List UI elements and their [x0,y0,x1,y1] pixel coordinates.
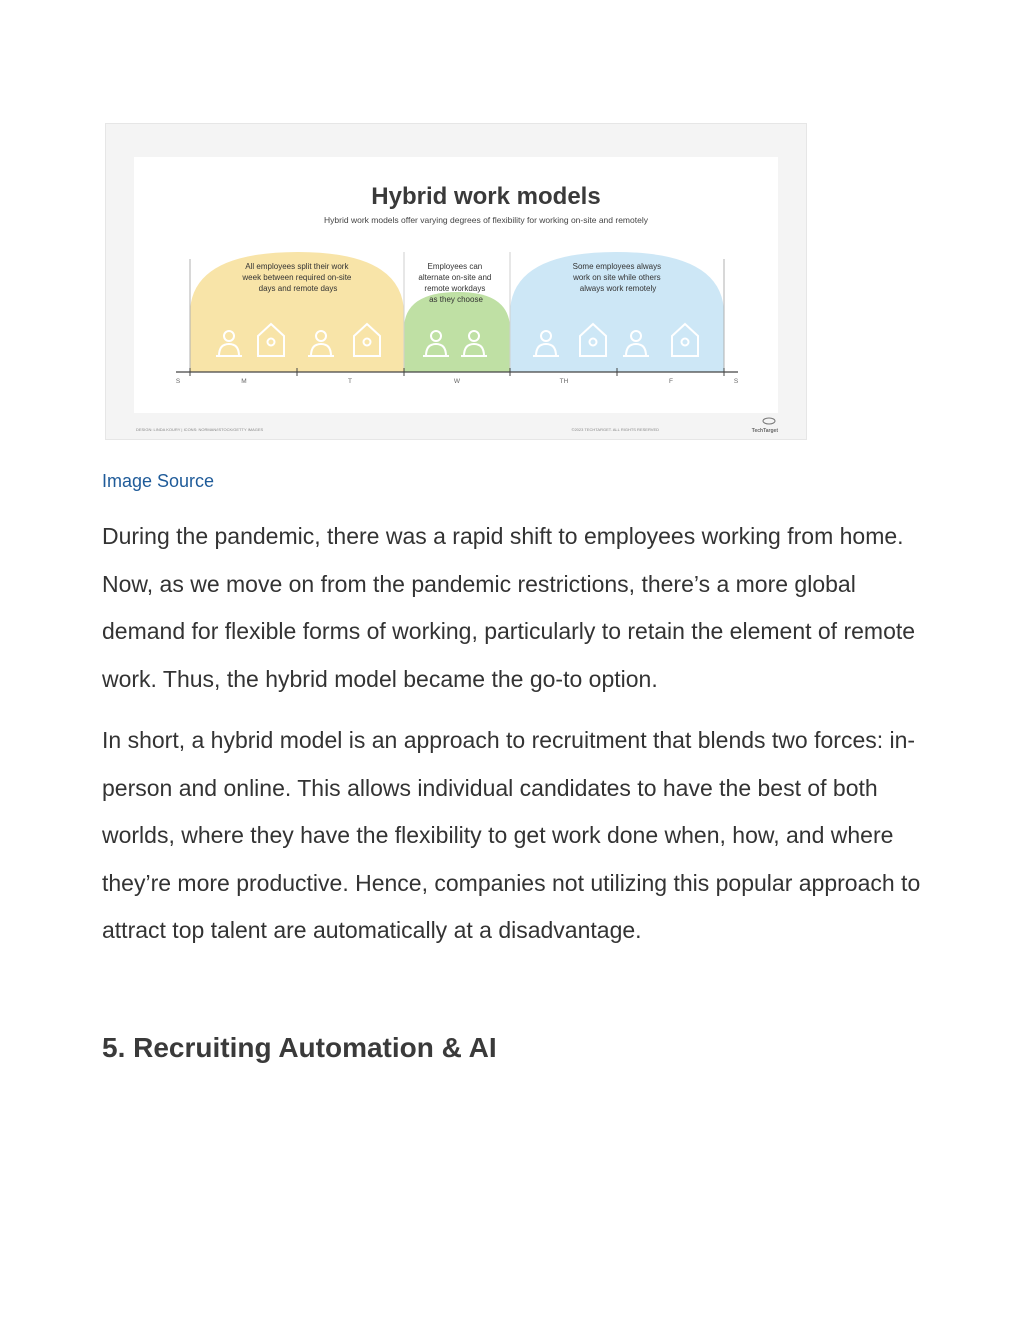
section-heading: 5. Recruiting Automation & AI [102,1032,497,1063]
techtarget-logo [752,418,779,434]
day-label: S [733,378,739,385]
svg-text:TechTarget: TechTarget [751,428,778,434]
hybrid-work-models-image [105,123,807,440]
diagram-title: Hybrid work models [371,183,601,210]
day-label: F [669,378,673,385]
day-label: M [241,378,247,385]
zone-3-caption: Some employees always work on site while others always work remotely [572,262,662,293]
day-label: TH [559,378,569,385]
hybrid-work-models-diagram [106,124,806,439]
day-label: T [348,378,352,385]
diagram-subtitle: Hybrid work models offer varying degrees of flexibility for working on-site and remotely [324,215,648,225]
body-paragraph: In short, a hybrid model is an approach to recruitment that blends two forces: in-person and online. This allows individual candidates to have the best of both worlds, where they have the flexibility to get work done when, how, and where they’re more productive. Hence, companies not utilizing this popular approach to attract top talent are automatically at a disadvantage. [102,727,921,944]
body-paragraph: During the pandemic, there was a rapid shift to employees working from home. Now, as we move on from the pandemic restrictions, there’s a more global demand for flexible forms of working, particularly to retain the element of remote work. Thus, the hybrid model became the go-to option. [102,523,916,692]
zone-alternate [404,292,510,372]
image-source-link[interactable]: Image Source [102,471,215,491]
zone-2-caption: Employees can alternate on-site and remote workdays as they choose [418,262,492,304]
zone-1-caption: All employees split their work week between required on-site days and remote days [242,262,352,293]
day-label: W [453,378,461,385]
design-credit: DESIGN: LINDA KOURY | ICONS: NORMAN/ISTOCK/GETTY IMAGES [136,427,264,432]
copyright-credit: ©2023 TECHTARGET. ALL RIGHTS RESERVED [571,427,659,432]
day-label: S [175,378,181,385]
